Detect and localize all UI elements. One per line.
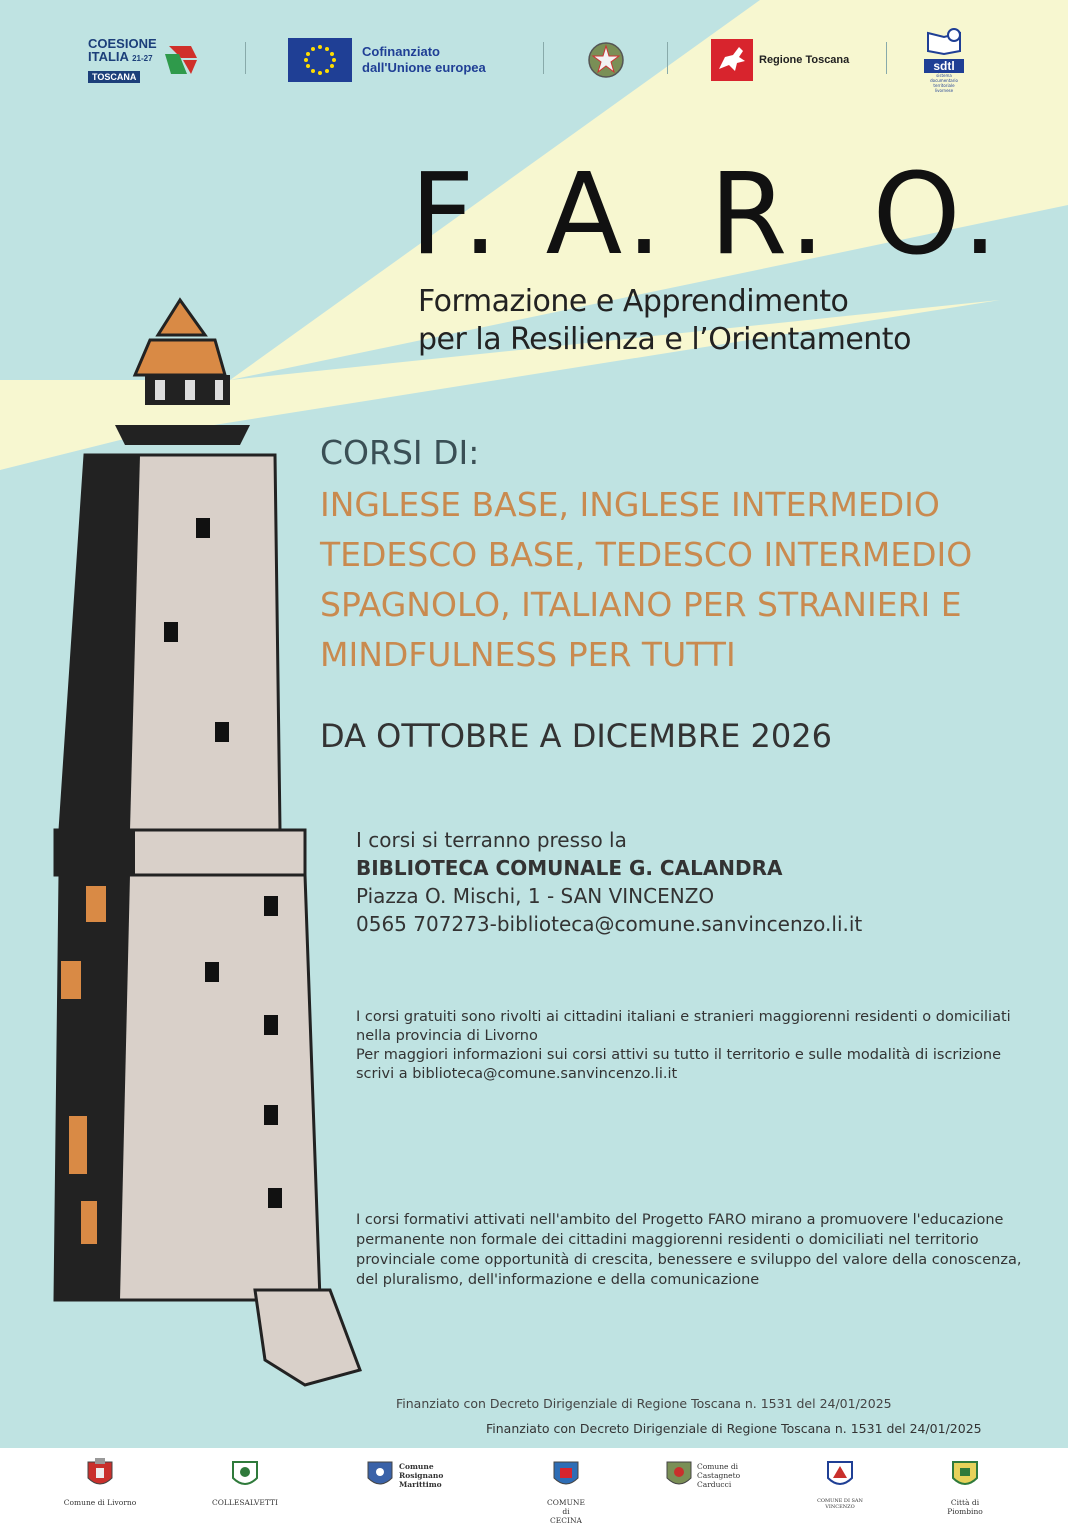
comune-label: Comune Rosignano Marittimo bbox=[399, 1461, 444, 1489]
project-subtitle-line2: per la Resilienza e l’Orientamento bbox=[418, 322, 911, 357]
coesione-arrow-icon bbox=[161, 40, 201, 80]
regione-toscana-label: Regione Toscana bbox=[759, 54, 850, 66]
info-line: nella provincia di Livorno bbox=[356, 1028, 538, 1044]
courses-line: MINDFULNESS PER TUTTI bbox=[320, 635, 736, 674]
course-dates: DA OTTOBRE A DICEMBRE 2026 bbox=[320, 717, 832, 755]
courses-heading: CORSI DI: bbox=[320, 433, 480, 472]
logo-separator bbox=[543, 42, 544, 74]
eu-flag-icon bbox=[288, 38, 352, 82]
eligibility-info bbox=[356, 1008, 1036, 1084]
venue-name: BIBLIOTECA COMUNALE G. CALANDRA bbox=[356, 856, 783, 880]
regione-toscana-logo bbox=[711, 30, 849, 90]
footer-municipalities bbox=[0, 1448, 1068, 1525]
comune-piombino-crest bbox=[940, 1456, 990, 1516]
piombino-crest-icon bbox=[950, 1456, 980, 1492]
comune-label: Comune di Castagneto Carducci bbox=[697, 1461, 741, 1489]
courses-line: INGLESE BASE, INGLESE INTERMEDIO bbox=[320, 485, 940, 524]
venue-block bbox=[356, 826, 862, 938]
venue-address: Piazza O. Mischi, 1 - SAN VINCENZO bbox=[356, 884, 715, 908]
logo-separator bbox=[245, 42, 246, 74]
rosignano-crest-icon bbox=[365, 1456, 395, 1492]
san-vincenzo-crest-icon bbox=[825, 1456, 855, 1492]
project-acronym-title: F. A. R. O. bbox=[410, 150, 1004, 280]
courses-list bbox=[320, 480, 972, 680]
comune-collesalvetti-crest bbox=[210, 1456, 280, 1507]
project-description: I corsi formativi attivati nell'ambito del Progetto FARO mirano a promuovere l'educazione permanente non formale dei cittadini maggiorenni residenti o domiciliati nel territorio provinciale come opportunità di crescita, benessere e sviluppo del valore della conoscenza, del pluralismo, dell'informazione e della comunicazione bbox=[356, 1212, 1022, 1288]
sdtl-subtitle: sistema documentario territoriale livornese bbox=[930, 73, 958, 93]
comune-label: COLLESALVETTI bbox=[212, 1498, 278, 1507]
project-subtitle bbox=[418, 283, 911, 359]
courses-line: SPAGNOLO, ITALIANO PER STRANIERI E bbox=[320, 585, 962, 624]
italian-emblem-icon bbox=[586, 38, 626, 82]
italian-republic-emblem bbox=[586, 30, 626, 90]
comune-label: COMUNE DI SAN VINCENZO bbox=[817, 1498, 863, 1510]
courses-line: TEDESCO BASE, TEDESCO INTERMEDIO bbox=[320, 535, 973, 574]
funding-note-2: Finanziato con Decreto Dirigenziale di Regione Toscana n. 1531 del 24/01/2025 bbox=[486, 1421, 982, 1436]
info-line: Per maggiori informazioni sui corsi attivi su tutto il territorio e sulle modalità di iscrizione bbox=[356, 1047, 1002, 1063]
comune-livorno-crest bbox=[55, 1456, 145, 1507]
info-line: scrivi a biblioteca@comune.sanvincenzo.li.it bbox=[356, 1066, 678, 1082]
coesione-italia-logo bbox=[88, 30, 201, 90]
info-line: I corsi gratuiti sono rivolti ai cittadini italiani e stranieri maggiorenni residenti o domiciliati bbox=[356, 1009, 1011, 1025]
eu-text-line2: dall'Unione europea bbox=[362, 60, 486, 75]
eu-cofinanced-logo bbox=[288, 30, 486, 90]
funding-note-1: Finanziato con Decreto Dirigenziale di Regione Toscana n. 1531 del 24/01/2025 bbox=[396, 1396, 892, 1411]
lighthouse-drawing bbox=[55, 300, 360, 1385]
project-subtitle-line1: Formazione e Apprendimento bbox=[418, 284, 849, 319]
venue-contact: 0565 707273-biblioteca@comune.sanvincenzo.li.it bbox=[356, 912, 863, 936]
livorno-crest-icon bbox=[85, 1456, 115, 1492]
comune-label: COMUNE di CECINA bbox=[547, 1498, 585, 1525]
comune-label: Comune di Livorno bbox=[63, 1498, 137, 1507]
cecina-crest-icon bbox=[551, 1456, 581, 1492]
comune-cecina-crest bbox=[546, 1456, 586, 1525]
venue-intro: I corsi si terranno presso la bbox=[356, 828, 627, 852]
book-icon bbox=[924, 27, 964, 55]
coesione-region: TOSCANA bbox=[88, 71, 140, 83]
collesalvetti-crest-icon bbox=[230, 1456, 260, 1492]
sdtl-label: sdtl bbox=[924, 59, 964, 73]
comune-rosignano-crest bbox=[365, 1456, 475, 1492]
sdtl-logo bbox=[924, 30, 964, 93]
logo-separator bbox=[886, 42, 887, 74]
castagneto-crest-icon bbox=[664, 1456, 694, 1492]
eu-text-line1: Cofinanziato bbox=[362, 44, 440, 59]
pegasus-icon bbox=[711, 39, 753, 81]
coesione-years: 21-27 bbox=[132, 53, 153, 63]
comune-label: Città di Piombino bbox=[947, 1498, 983, 1516]
comune-castagneto-crest bbox=[664, 1456, 764, 1492]
coesione-line1: COESIONE bbox=[88, 35, 157, 51]
logo-separator bbox=[667, 42, 668, 74]
comune-san-vincenzo-crest bbox=[812, 1456, 868, 1510]
coesione-line2: ITALIA bbox=[88, 48, 129, 64]
